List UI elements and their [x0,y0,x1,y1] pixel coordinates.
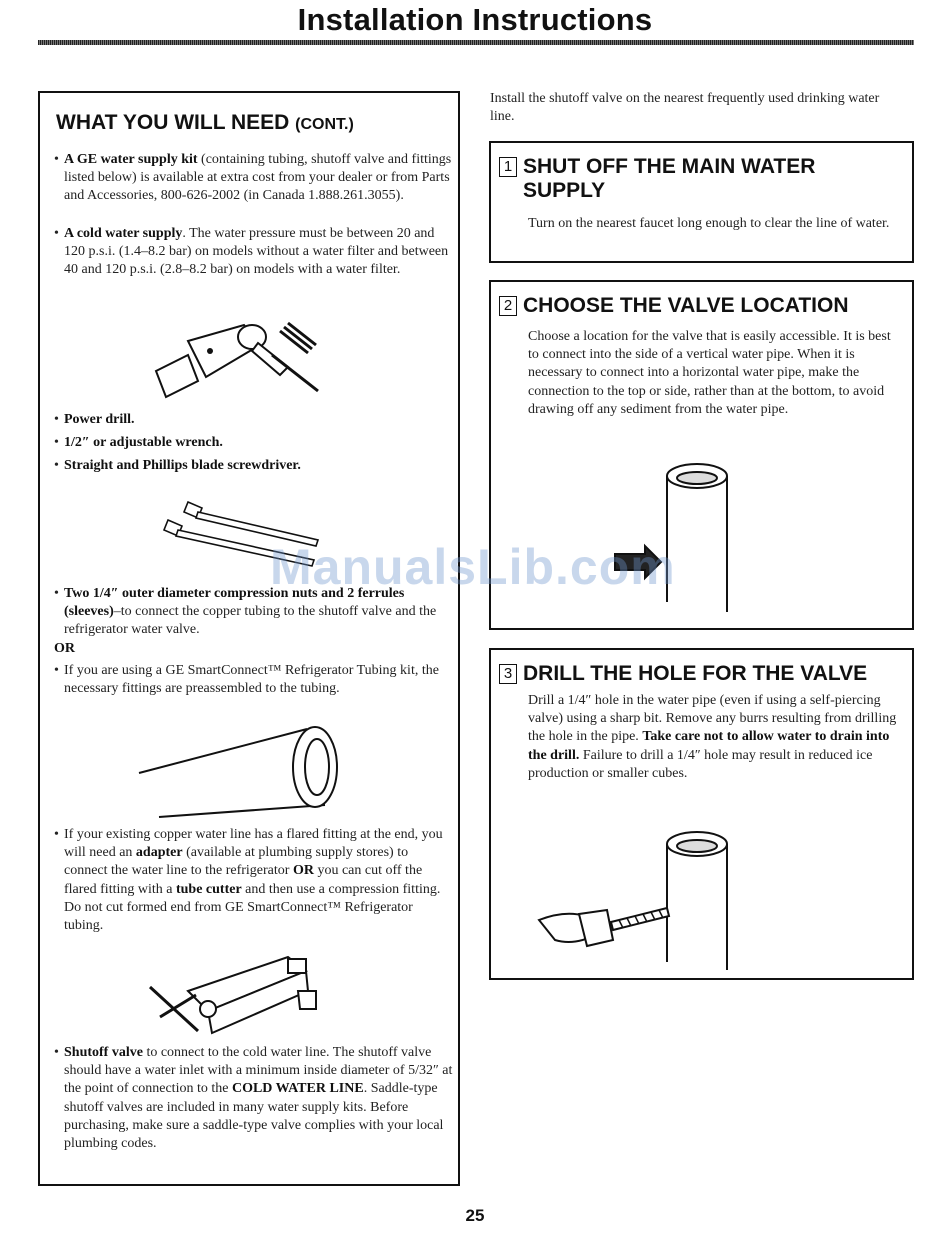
step-2-heading [499,294,849,318]
step-number: 2 [499,296,517,316]
flared-text-3: you can cut off the flared fitting with a [64,863,423,897]
tool-text: Power drill. [64,412,135,427]
step-1-body: Turn on the nearest faucet long enough to clear the line of water. [528,216,890,231]
power-drill-illustration [148,321,328,411]
item-bold: A cold water supply [64,226,183,241]
item-cold-water-supply: • A cold water supply. The water pressure must be between 20 and 120 p.s.i. (1.4–8.2 bar) on models without a water filter and between 40 and 120 p.s.i. (2.8–8.2 bar) on models with a water filter. [54,226,449,278]
step-3-heading [499,662,867,686]
step-3-text-2: Failure to drill a 1/4″ hole may result in reduced ice production or smaller cubes. [528,747,873,781]
step-title: DRILL THE HOLE FOR THE VALVE [523,662,868,685]
page-title: Installation Instructions [297,2,653,37]
intro-text: Install the shutoff valve on the nearest frequently used drinking water line. [490,91,880,125]
heading-text: WHAT YOU WILL NEED [56,111,290,134]
tubing-illustration [135,715,365,825]
item-text: (containing tubing, shutoff valve and fittings listed below) is available at extra cost from your dealer or from Parts and Accessories, 800-626-2002 (in Canada 1.888.261.3055). [64,152,452,204]
step-number: 1 [499,157,517,177]
watermark: ManualsLib.com [270,539,676,595]
step-2-body: Choose a location for the valve that is easily accessible. It is best to connect into the side of a vertical water pipe. When it is necessary to connect into a horizontal water pipe, make the connection to the top or side, rather than at the bottom, to avoid drawing off any sediment from the water pipe. [528,329,891,417]
tool-text: 1/2″ or adjustable wrench. [64,435,223,450]
item-compression-nuts: • Two 1/4″ outer diameter compression nuts and 2 ferrules (sleeves)–to connect the copper tubing to the shutoff valve and the refrigerator water valve. [54,586,437,638]
flared-text-1: If your existing copper water line has a flared fitting at the end, you will need an [64,827,443,861]
step-3-warning: Take care not to allow water to drain into the drill. [528,729,890,763]
section-heading [56,111,354,135]
shutoff-valve-illustration [148,951,318,1041]
item-bold: Two 1/4″ outer diameter compression nuts and 2 ferrules (sleeves) [64,586,405,620]
tool-screwdriver: • Straight and Phillips blade screwdriver. [54,458,301,473]
cold-water-line: COLD WATER LINE [231,1081,364,1097]
what-you-will-need-box [38,91,460,1186]
item-text: –to connect the copper tubing to the shutoff valve and the refrigerator water valve. [64,604,437,638]
item-text: . The water pressure must be between 20 and 120 p.s.i. (1.4–8.2 bar) on models without a water filter and between 40 and 120 p.s.i. (2.8–8.2 bar) on models with a water filter. [64,226,449,278]
item-shutoff-valve: • Shutoff valve to connect to the cold water line. The shutoff valve should have a water inlet with a minimum inside diameter of 5/32″ at the point of connection to the COLD WATER LINE. Saddle-type shutoff valves are included in many water supply kits. Before purchasing, make sure a saddle-type valve complies with your local plumbing codes. [54,1045,453,1152]
item-water-supply-kit: • A GE water supply kit (containing tubing, shutoff valve and fittings listed below) is available at extra cost from your dealer or from Parts and Accessories, 800-626-2002 (in Canada 1.888.261.3055). [54,152,452,204]
shutoff-text-2: . Saddle-type shutoff valves are included in many water supply kits. Before purchasing, make sure a saddle-type valve complies with your local plumbing codes. [64,1081,444,1152]
flared-tube-cutter: tube cutter [175,881,242,897]
step-1-heading [499,155,863,203]
item-text: If you are using a GE SmartConnect™ Refrigerator Tubing kit, the necessary fittings are preassembled to the tubing. [64,663,439,697]
step-number: 3 [499,664,517,684]
tool-wrench: • 1/2″ or adjustable wrench. [54,435,223,450]
or-text: OR [54,641,75,656]
step-3-body [528,692,898,783]
step-title: CHOOSE THE VALVE LOCATION [523,294,849,317]
item-bold: A GE water supply kit [64,152,198,167]
step-1-box [489,141,914,263]
flared-adapter: adapter [135,845,183,861]
item-bold: Shutoff valve [64,1045,143,1060]
drill-pipe-illustration [535,830,775,970]
step-3-box [489,648,914,980]
header-rule [38,40,914,45]
flared-text-4: and then use a compression fitting. Do not cut formed end from GE SmartConnect™ Refrigerator tubing. [64,881,441,934]
item-flared-fitting: • If your existing copper water line has a flared fitting at the end, you will need an adapter (available at plumbing supply stores) to connect the water line to the refrigerator OR you can cut off the flared fitting with a tube cutter and then use a compression fitting. Do not cut formed end from GE SmartConnect™ Refrigerator tubing. [54,827,443,934]
step-title: SHUT OFF THE MAIN WATER SUPPLY [523,155,816,202]
tool-text: Straight and Phillips blade screwdriver. [64,458,301,473]
flared-text-2: (available at plumbing supply stores) to connect the water line to the refrigerator [64,845,409,879]
flared-or: OR [292,863,314,879]
shutoff-text-1: to connect to the cold water line. The shutoff valve should have a water inlet with a minimum inside diameter of 5/32″ at the point of connection to the [64,1045,453,1097]
or-label [54,640,75,658]
heading-suffix: (CONT.) [295,116,354,133]
tool-power-drill: • Power drill. [54,412,135,427]
step-3-text-1: Drill a 1/4″ hole in the water pipe (even if using a self-piercing valve) using a sharp bit. Remove any burrs resulting from drilling the hole in the pipe. [528,693,897,745]
page-number: 25 [465,1206,485,1225]
item-smartconnect: • If you are using a GE SmartConnect™ Refrigerator Tubing kit, the necessary fittings are preassembled to the tubing. [54,663,439,697]
